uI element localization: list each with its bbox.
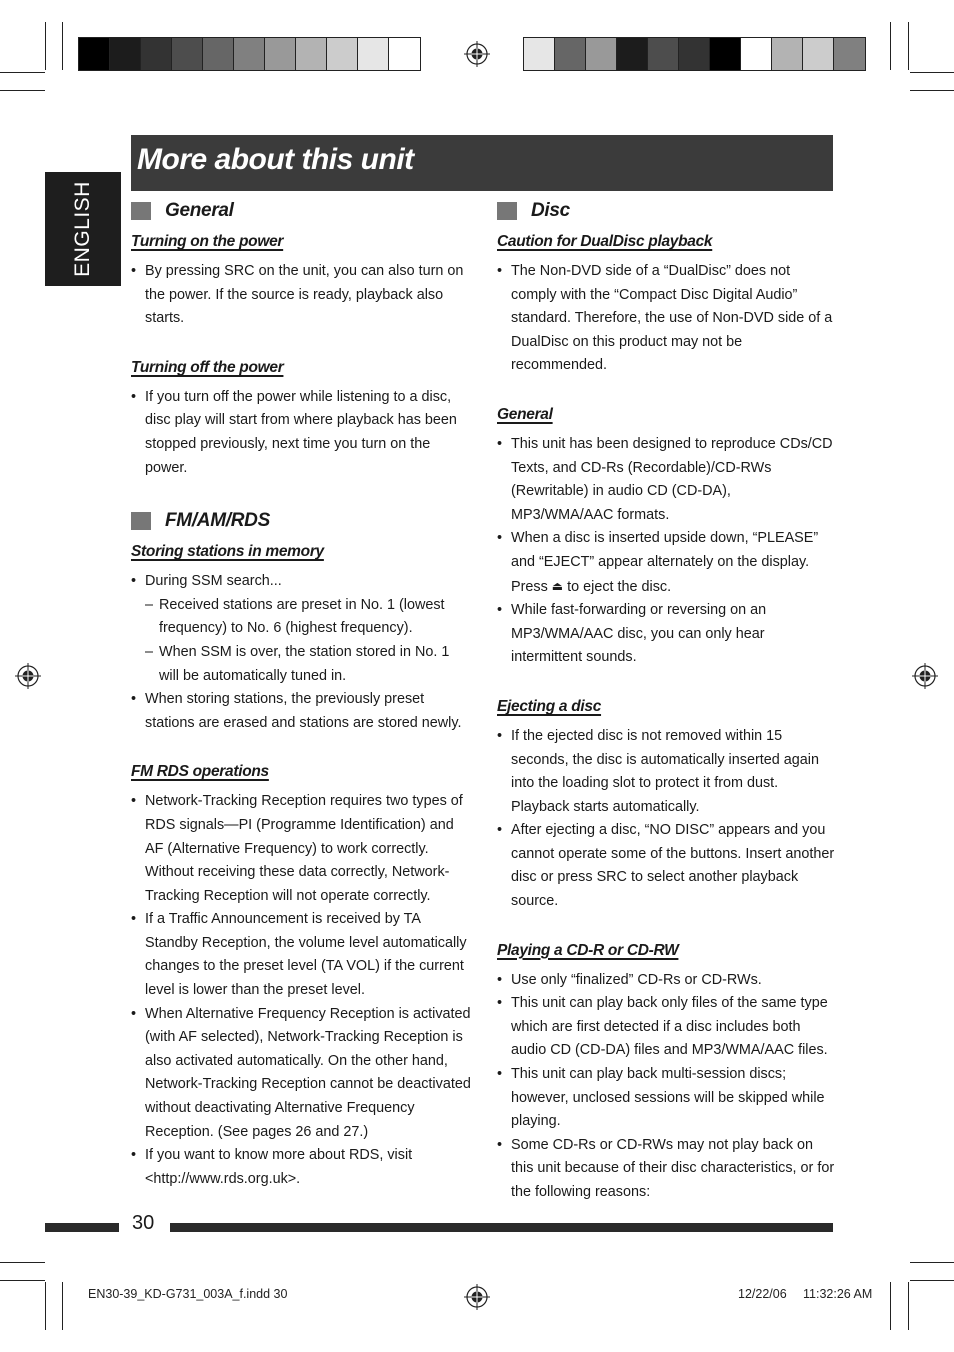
color-swatch bbox=[648, 38, 679, 70]
list-item: • Network-Tracking Reception requires two types of RDS signals—PI (Programme Identification) and AF (Alternative Frequency) to work correctly. Without receiving these data correctly, Network-Tracking Reception will not operate correctly. bbox=[131, 790, 471, 908]
list-item: • If the ejected disc is not removed within 15 seconds, the disc is automatically inserted again into the loading slot to protect it from dust. Playback starts automatically. bbox=[497, 725, 837, 819]
footer-rule bbox=[170, 1223, 833, 1232]
bullet-list bbox=[131, 570, 471, 735]
list-item: • The Non-DVD side of a “DualDisc” does not comply with the “Compact Disc Digital Audio” standard. Therefore, the use of Non-DVD side of a DualDisc on this product may not be recommended. bbox=[497, 260, 837, 378]
left-column bbox=[131, 198, 471, 1191]
language-tab bbox=[45, 172, 121, 286]
color-swatch bbox=[79, 38, 110, 70]
color-swatch bbox=[358, 38, 389, 70]
page-number: 30 bbox=[132, 1212, 155, 1234]
bullet-list bbox=[131, 386, 471, 480]
subheading-fm-rds: FM RDS operations bbox=[131, 763, 269, 781]
color-swatch bbox=[524, 38, 555, 70]
color-calibration-bar-left bbox=[78, 37, 421, 71]
color-swatch bbox=[265, 38, 296, 70]
color-swatch bbox=[555, 38, 586, 70]
eject-icon: ⏏ bbox=[551, 578, 564, 593]
dash-item: – Received stations are preset in No. 1 (lowest frequency) to No. 6 (highest frequency). bbox=[145, 594, 471, 641]
color-calibration-bar-right bbox=[523, 37, 866, 71]
list-item: • When storing stations, the previously preset stations are erased and stations are stored newly. bbox=[131, 688, 471, 735]
language-label: ENGLISH bbox=[71, 181, 94, 277]
list-item bbox=[497, 527, 837, 599]
list-item: • Some CD-Rs or CD-RWs may not play back on this unit because of their disc characteristics, or for the following reasons: bbox=[497, 1134, 837, 1205]
section-marker-icon bbox=[131, 202, 151, 220]
list-item: • If you want to know more about RDS, visit <http://www.rds.org.uk>. bbox=[131, 1144, 471, 1191]
color-swatch bbox=[141, 38, 172, 70]
registration-mark-icon bbox=[15, 663, 41, 689]
list-item: • This unit has been designed to reproduce CDs/CD Texts, and CD-Rs (Recordable)/CD-RWs (Rewritable) in audio CD (CD-DA), MP3/WMA/AAC formats. bbox=[497, 433, 837, 527]
page-title: More about this unit bbox=[137, 143, 414, 176]
list-item: • If a Traffic Announcement is received by TA Standby Reception, the volume level automatically changes to the preset level (TA VOL) if the current level is lower than the preset level. bbox=[131, 908, 471, 1002]
list-item: • If you turn off the power while listening to a disc, disc play will start from where playback has been stopped previously, next time you turn on the power. bbox=[131, 386, 471, 480]
dash-list bbox=[145, 594, 471, 688]
registration-mark-icon bbox=[464, 1284, 490, 1310]
list-item: • While fast-forwarding or reversing on an MP3/WMA/AAC disc, you can only hear intermittent sounds. bbox=[497, 599, 837, 670]
bullet-list bbox=[131, 260, 471, 331]
color-swatch bbox=[834, 38, 865, 70]
title-bar bbox=[131, 135, 833, 191]
subheading-general: General bbox=[497, 405, 553, 423]
section-marker-icon bbox=[497, 202, 517, 220]
list-item-text: During SSM search... bbox=[145, 573, 282, 590]
section-heading: Disc bbox=[531, 200, 570, 222]
list-item-text: to eject the disc. bbox=[567, 578, 672, 595]
color-swatch bbox=[803, 38, 834, 70]
bullet-list bbox=[497, 725, 837, 914]
list-item: • This unit can play back only files of the same type which are first detected if a disc includes both audio CD (CD-DA) files and MP3/WMA/AAC files. bbox=[497, 992, 837, 1063]
list-item: • When Alternative Frequency Reception is activated (with AF selected), Network-Tracking Reception is also activated automatically. On the other hand, Network-Tracking Reception cannot be deactivated without deactivating Alternative Frequency Reception. (See pages 26 and 27.) bbox=[131, 1003, 471, 1145]
registration-mark-icon bbox=[464, 41, 490, 67]
section-fm-am-rds bbox=[131, 508, 471, 534]
color-swatch bbox=[617, 38, 648, 70]
color-swatch bbox=[296, 38, 327, 70]
section-heading: General bbox=[165, 200, 234, 222]
color-swatch bbox=[741, 38, 772, 70]
dash-item: – When SSM is over, the station stored in No. 1 will be automatically tuned in. bbox=[145, 641, 471, 688]
section-marker-icon bbox=[131, 512, 151, 530]
section-general bbox=[131, 198, 471, 224]
registration-mark-icon bbox=[912, 663, 938, 689]
list-item: • After ejecting a disc, “NO DISC” appears and you cannot operate some of the buttons. Insert another disc or press SRC to select another playback source. bbox=[497, 819, 837, 913]
footer-rule bbox=[45, 1223, 119, 1232]
subheading-turning-on: Turning on the power bbox=[131, 233, 284, 250]
color-swatch bbox=[679, 38, 710, 70]
right-column bbox=[497, 198, 837, 1205]
subheading-storing: Storing stations in memory bbox=[131, 543, 324, 561]
subheading-cdr: Playing a CD-R or CD-RW bbox=[497, 941, 679, 959]
list-item: • Use only “finalized” CD-Rs or CD-RWs. bbox=[497, 969, 837, 993]
color-swatch bbox=[234, 38, 265, 70]
color-swatch bbox=[203, 38, 234, 70]
list-item-text: When a disc is inserted upside down, “PLEASE” and “EJECT” appear alternately on the display. Press bbox=[511, 530, 819, 595]
color-swatch bbox=[586, 38, 617, 70]
section-heading: FM/AM/RDS bbox=[165, 510, 270, 532]
subheading-caution: Caution for DualDisc playback bbox=[497, 233, 713, 250]
color-swatch bbox=[327, 38, 358, 70]
subheading-ejecting: Ejecting a disc bbox=[497, 697, 602, 715]
bullet-list bbox=[497, 433, 837, 670]
bullet-list bbox=[497, 969, 837, 1205]
color-swatch bbox=[772, 38, 803, 70]
slug-date: 12/22/06 bbox=[738, 1287, 787, 1301]
list-item bbox=[131, 570, 471, 688]
list-item: • This unit can play back multi-session discs; however, unclosed sessions will be skipped while playing. bbox=[497, 1063, 837, 1134]
color-swatch bbox=[710, 38, 741, 70]
color-swatch bbox=[172, 38, 203, 70]
slug-time: 11:32:26 AM bbox=[803, 1287, 873, 1301]
file-slug: EN30-39_KD-G731_003A_f.indd 30 bbox=[88, 1287, 288, 1301]
bullet-list bbox=[131, 790, 471, 1191]
color-swatch bbox=[110, 38, 141, 70]
color-swatch bbox=[389, 38, 420, 70]
subheading-turning-off: Turning off the power bbox=[131, 358, 284, 376]
list-item: • By pressing SRC on the unit, you can also turn on the power. If the source is ready, playback also starts. bbox=[131, 260, 471, 331]
bullet-list bbox=[497, 260, 837, 378]
section-disc bbox=[497, 198, 837, 224]
